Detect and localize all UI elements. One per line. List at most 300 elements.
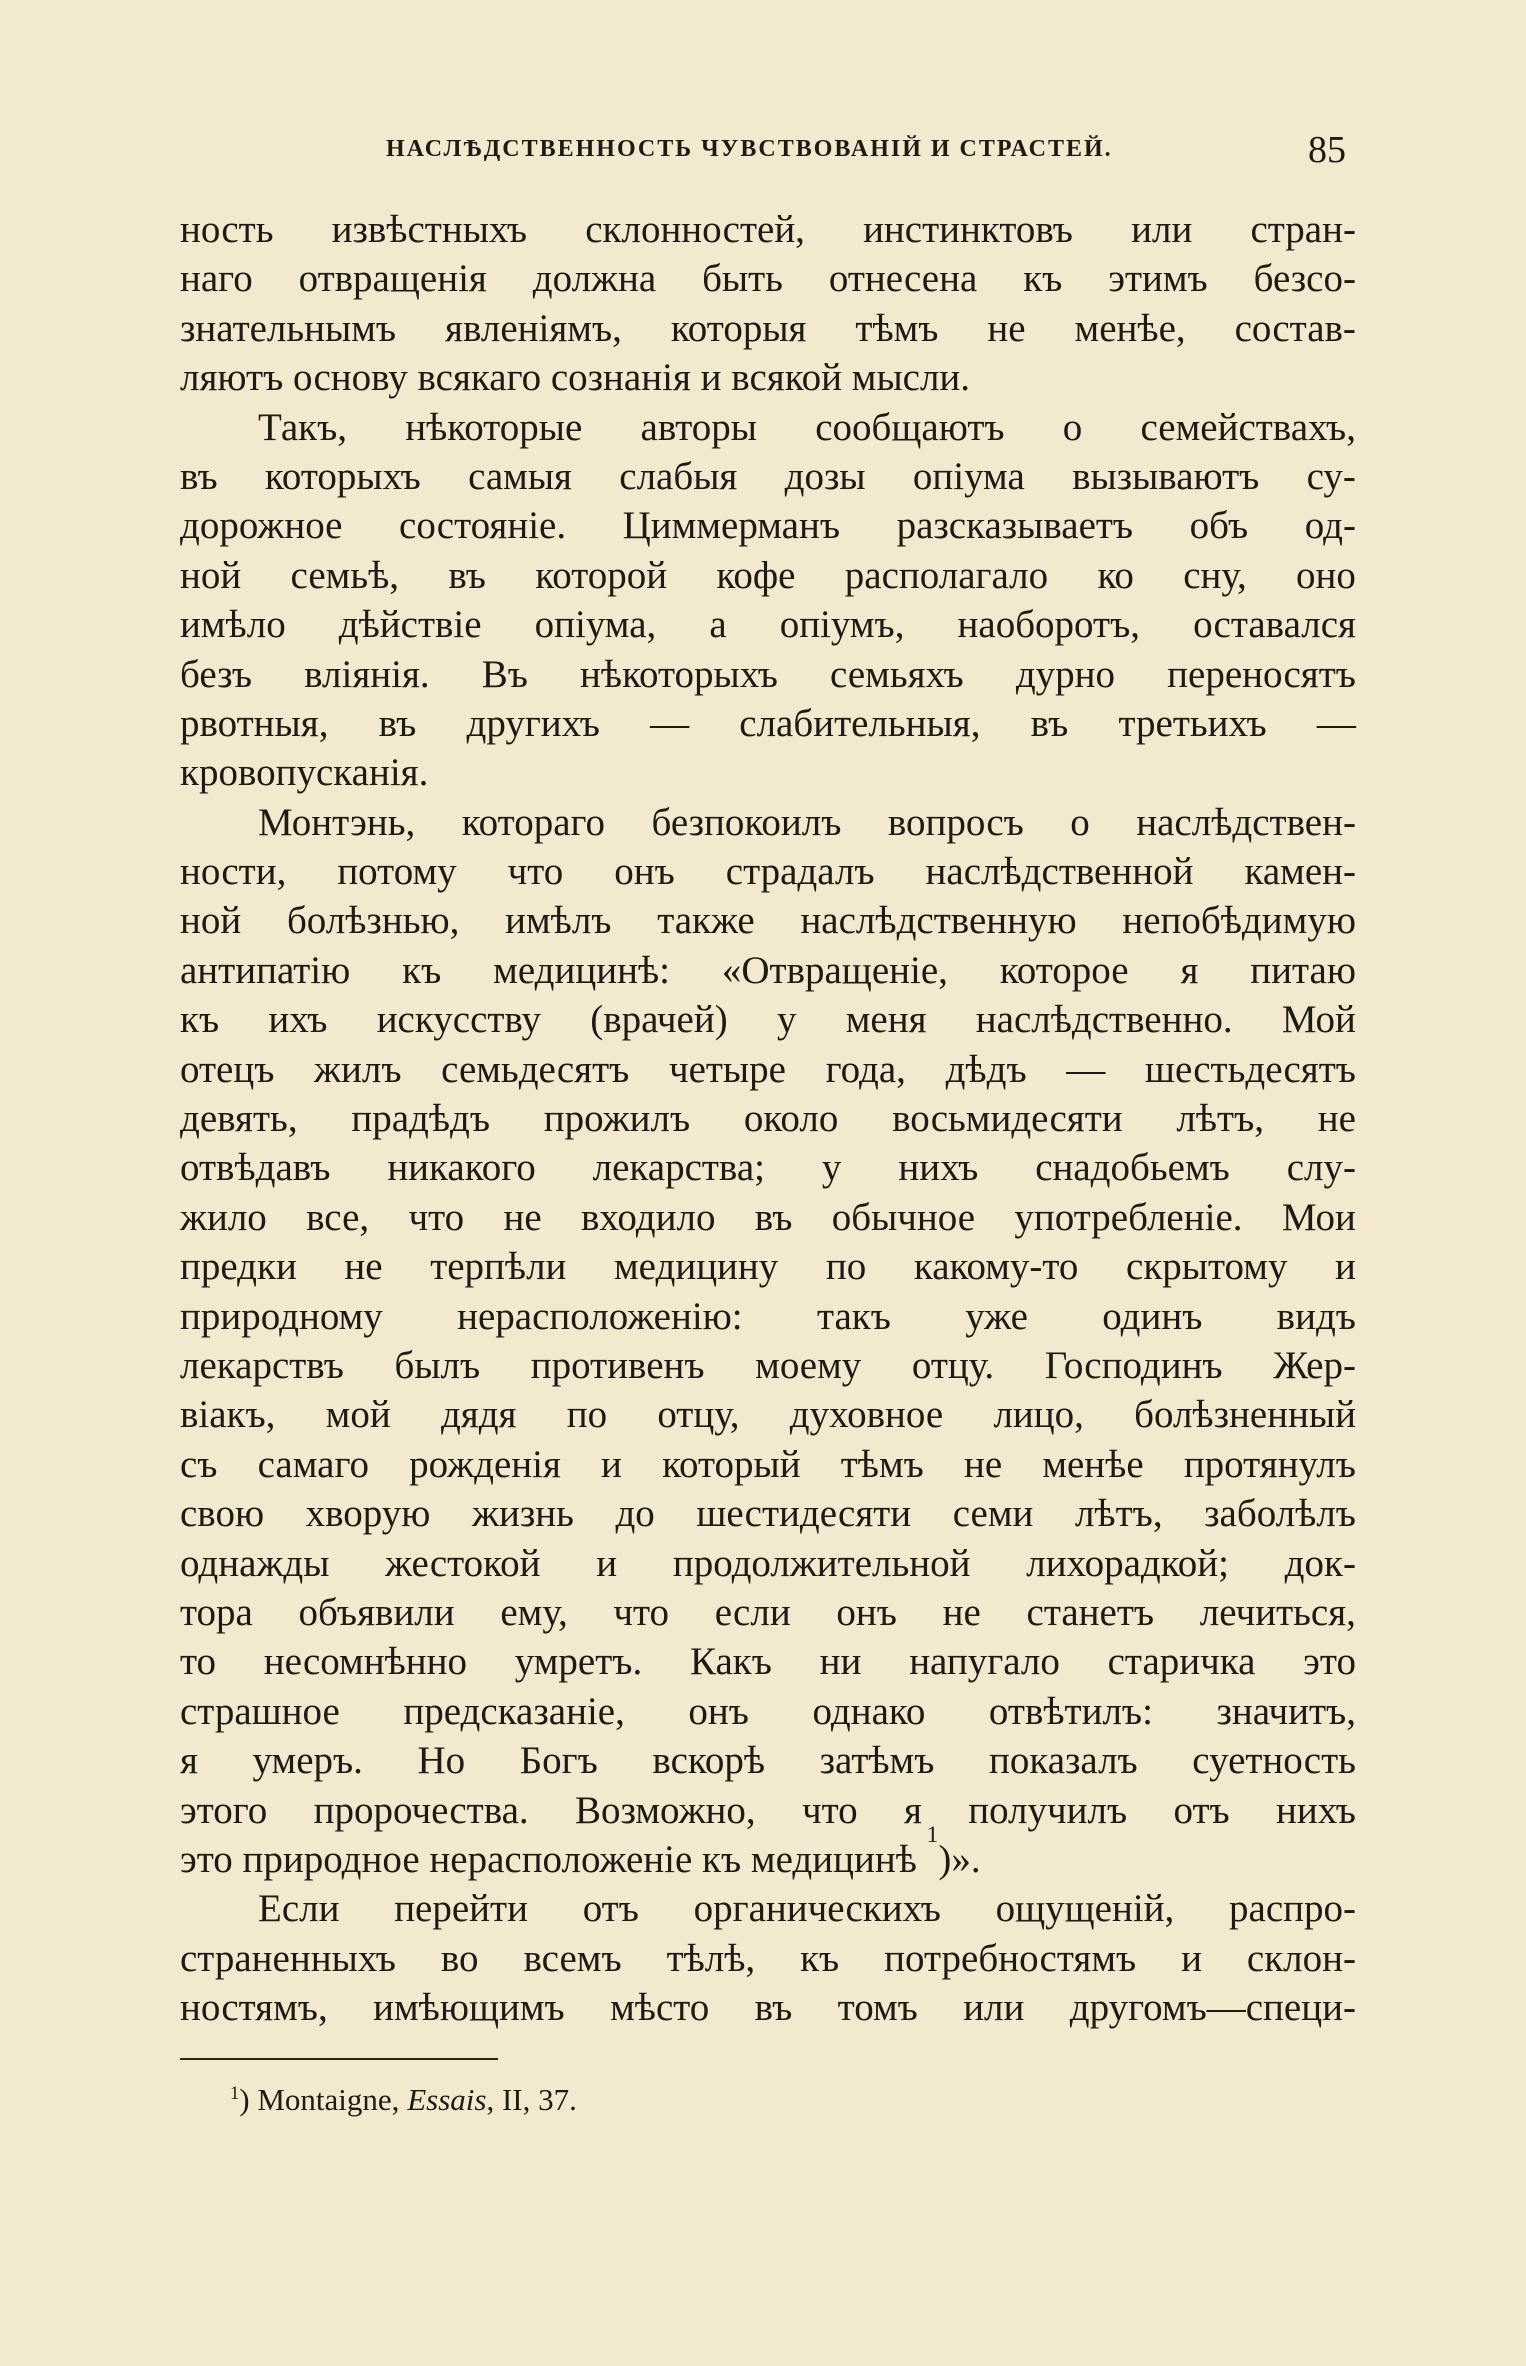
word: сообщаютъ	[815, 405, 1005, 449]
word: отцу,	[657, 1393, 740, 1437]
text-line	[180, 798, 1356, 847]
word: медицину	[614, 1245, 779, 1289]
text-line	[180, 1045, 1356, 1094]
word: значитъ,	[1216, 1689, 1356, 1733]
word: умеръ.	[252, 1739, 363, 1783]
line-text: это природное нерасположеніе къ медицинѣ	[180, 1837, 917, 1881]
text-line	[180, 501, 1356, 550]
word: ихъ	[268, 998, 328, 1042]
text-line	[180, 1390, 1356, 1439]
word: док-	[1284, 1541, 1356, 1585]
word: не	[942, 1590, 981, 1634]
word: а	[709, 603, 727, 647]
word: наго	[180, 257, 253, 301]
text-line	[180, 847, 1356, 896]
word: нѣкоторые	[405, 405, 583, 449]
word: заболѣлъ	[1204, 1492, 1356, 1536]
word: слу-	[1286, 1146, 1356, 1190]
word: или	[963, 1986, 1025, 2030]
word: явленіямъ,	[445, 306, 622, 350]
word: потому	[337, 850, 457, 894]
text-line	[180, 896, 1356, 945]
word: такъ	[816, 1294, 891, 1338]
word: другомъ—специ-	[1069, 1986, 1356, 2030]
word: онъ	[688, 1689, 749, 1733]
word: Циммерманъ	[622, 504, 841, 548]
word: котораго	[461, 800, 606, 844]
word: знательнымъ	[180, 306, 397, 350]
line-text: кровопусканія.	[180, 751, 429, 795]
word: объявили	[298, 1590, 455, 1634]
word: самыя	[468, 454, 572, 498]
word: къ	[800, 1936, 840, 1980]
word: третьихъ	[1118, 701, 1267, 745]
word: извѣстныхъ	[331, 208, 528, 251]
word: жило	[180, 1195, 267, 1239]
word: кофе	[716, 553, 796, 597]
word: отъ	[582, 1887, 639, 1931]
word: наслѣдственно.	[975, 998, 1233, 1042]
word: не	[987, 306, 1026, 350]
page-number: 85	[1308, 129, 1346, 171]
word: жестокой	[385, 1541, 541, 1585]
word: —	[650, 701, 690, 745]
word: обычное	[831, 1195, 976, 1239]
footnote-title: Essais	[407, 2082, 487, 2117]
word: наслѣдственную	[800, 899, 1077, 943]
word: прадѣдъ	[351, 1097, 491, 1141]
word: инстинктовъ	[863, 208, 1073, 251]
word: о	[1062, 405, 1083, 449]
word: органическихъ	[693, 1887, 941, 1931]
text-line	[180, 1242, 1356, 1291]
word: безпокоилъ	[651, 800, 842, 844]
word: не	[344, 1245, 383, 1289]
text-line	[180, 353, 1356, 402]
text-line	[180, 1539, 1356, 1588]
word: входило	[580, 1195, 716, 1239]
word: я	[903, 1788, 922, 1832]
word: нѣкоторыхъ	[580, 652, 778, 696]
text-line	[180, 1588, 1356, 1637]
word: ной	[180, 553, 242, 597]
word: къ	[180, 998, 220, 1042]
word: ностямъ,	[180, 1986, 328, 2030]
word: тѣмъ	[840, 1442, 924, 1486]
word: распро-	[1229, 1887, 1356, 1931]
text-line	[180, 1934, 1356, 1983]
word: природному	[180, 1294, 383, 1338]
word: терпѣли	[430, 1245, 567, 1289]
word: жизнь	[472, 1492, 574, 1536]
word: мѣсто	[610, 1986, 710, 2030]
word: ощущеній,	[995, 1887, 1175, 1931]
word: вопросъ	[887, 800, 1024, 844]
word: должна	[532, 257, 657, 301]
word: оставался	[1193, 603, 1356, 647]
word: дорожное	[180, 504, 343, 548]
word: также	[657, 899, 755, 943]
word: онъ	[836, 1590, 897, 1634]
word: болѣзненный	[1134, 1393, 1356, 1437]
word: предсказаніе,	[403, 1689, 625, 1733]
word: стран-	[1250, 208, 1356, 251]
word: склон-	[1246, 1936, 1356, 1980]
word: непобѣдимую	[1122, 899, 1356, 943]
word: менѣе,	[1074, 306, 1186, 350]
word: склонностей,	[585, 208, 805, 251]
word: опіума	[912, 454, 1025, 498]
word: дѣдъ	[945, 1047, 1027, 1091]
word: имѣлъ	[505, 899, 612, 943]
word: о	[1070, 800, 1090, 844]
word: не	[963, 1442, 1003, 1486]
word: въ	[754, 1986, 793, 2030]
word: свою	[180, 1492, 265, 1536]
text-line	[180, 1143, 1356, 1192]
word: Если	[258, 1887, 340, 1931]
word: страшное	[180, 1689, 340, 1733]
word: слабыя	[619, 454, 738, 498]
word: показалъ	[988, 1739, 1138, 1783]
word: у	[821, 1146, 842, 1190]
word: віакъ,	[180, 1393, 276, 1437]
word: былъ	[394, 1343, 481, 1387]
word: получилъ	[968, 1788, 1128, 1832]
word: не	[503, 1195, 542, 1239]
word: —	[1066, 1047, 1106, 1091]
word: скрытому	[1126, 1245, 1288, 1289]
word: во	[440, 1936, 479, 1980]
word: слабительныя,	[739, 701, 981, 745]
word: станетъ	[1026, 1590, 1155, 1634]
word: по	[566, 1393, 608, 1437]
word: состояніе.	[399, 504, 567, 548]
text-line	[180, 1786, 1356, 1835]
word: отъ	[1173, 1788, 1230, 1832]
text-line	[180, 946, 1356, 995]
word: которое	[999, 948, 1129, 992]
word: умретъ.	[514, 1640, 643, 1684]
word: разсказываетъ	[896, 504, 1134, 548]
word: наслѣдственной	[925, 850, 1194, 894]
word: предки	[180, 1245, 297, 1289]
word: семи	[952, 1492, 1034, 1536]
word: опіумъ,	[779, 603, 905, 647]
word: имѣющимъ	[373, 1986, 565, 2030]
word: дѣйствіе	[338, 603, 482, 647]
word: вліянія.	[304, 652, 430, 696]
word: ни	[819, 1640, 862, 1684]
text-line	[180, 403, 1356, 452]
word: Возможно,	[575, 1788, 756, 1832]
word: Мой	[1281, 998, 1356, 1042]
word: что	[801, 1788, 858, 1832]
text-line	[180, 1687, 1356, 1736]
word: не	[1317, 1097, 1356, 1141]
word: затѣмъ	[819, 1739, 935, 1783]
word: однажды	[180, 1541, 330, 1585]
footnote-suffix: , II, 37.	[486, 2082, 577, 2117]
word: тѣлѣ,	[666, 1936, 756, 1980]
word: Но	[417, 1739, 466, 1783]
word: медицинѣ:	[493, 948, 670, 992]
word: около	[743, 1097, 839, 1141]
word: все,	[306, 1195, 370, 1239]
text-line	[180, 551, 1356, 600]
word: которыя	[670, 306, 807, 350]
word: или	[1131, 208, 1193, 251]
text-line	[180, 1736, 1356, 1785]
word: страдалъ	[725, 850, 875, 894]
word: четыре	[668, 1047, 786, 1091]
word: въ	[180, 454, 218, 498]
word: потребностямъ	[884, 1936, 1137, 1980]
text-line	[180, 650, 1356, 699]
word: никакого	[387, 1146, 536, 1190]
word: въ	[448, 553, 486, 597]
word: и	[1181, 1936, 1202, 1980]
text-line	[180, 1193, 1356, 1242]
word: —	[1316, 701, 1356, 745]
text-line	[180, 748, 1356, 797]
word: вскорѣ	[652, 1739, 766, 1783]
word: старичка	[1107, 1640, 1256, 1684]
word: наслѣдствен-	[1136, 800, 1356, 844]
footnote-marker: 1	[230, 2082, 240, 2104]
word: перейти	[394, 1887, 528, 1931]
word: пророчества.	[313, 1788, 529, 1832]
word: я	[1180, 948, 1199, 992]
word: суетность	[1192, 1739, 1356, 1783]
word: безсо-	[1253, 257, 1356, 301]
word: лицо,	[993, 1393, 1084, 1437]
word: Жер-	[1273, 1343, 1356, 1387]
text-line	[180, 254, 1356, 303]
word: страненныхъ	[180, 1936, 396, 1980]
word: лѣтъ,	[1176, 1097, 1264, 1141]
word: жилъ	[314, 1047, 402, 1091]
word: (врачей)	[590, 998, 728, 1042]
word: которыхъ	[264, 454, 421, 498]
word: всемъ	[523, 1936, 622, 1980]
line-text: ляютъ основу всякаго сознанія и всякой мысли.	[180, 356, 971, 400]
text-line	[180, 1983, 1356, 2032]
word: онъ	[614, 850, 675, 894]
word: отвѣтилъ:	[988, 1689, 1153, 1733]
word: искусству	[376, 998, 542, 1042]
running-head	[386, 128, 1346, 188]
word: что	[408, 1195, 465, 1239]
word: состав-	[1234, 306, 1356, 350]
word: отвѣдавъ	[180, 1146, 331, 1190]
text-line	[180, 1341, 1356, 1390]
word: ко	[1097, 553, 1134, 597]
word: лечиться,	[1199, 1590, 1356, 1634]
word: что	[613, 1590, 670, 1634]
word: быть	[702, 257, 783, 301]
word: въ	[754, 1195, 793, 1239]
word: этимъ	[1108, 257, 1208, 301]
word: однако	[812, 1689, 926, 1733]
word: вызываютъ	[1072, 454, 1260, 498]
word: видъ	[1276, 1294, 1356, 1338]
word: и	[601, 1442, 622, 1486]
word: ему,	[500, 1590, 568, 1634]
word: употребленіе.	[1014, 1195, 1243, 1239]
word: имѣло	[180, 603, 286, 647]
word: нихъ	[1275, 1788, 1356, 1832]
word: лихорадкой;	[1026, 1541, 1229, 1585]
word: протянулъ	[1183, 1442, 1356, 1486]
word: другихъ	[466, 701, 600, 745]
word: я	[180, 1739, 198, 1783]
text-line	[180, 1637, 1356, 1686]
word: отецъ	[180, 1047, 275, 1091]
word: Мои	[1281, 1195, 1356, 1239]
word: которой	[535, 553, 668, 597]
word: самаго	[257, 1442, 369, 1486]
word: рвотныя,	[180, 701, 329, 745]
word: наоборотъ,	[957, 603, 1141, 647]
word: располагало	[844, 553, 1049, 597]
word: питаю	[1250, 948, 1356, 992]
word: противенъ	[530, 1343, 705, 1387]
word: восьмидесяти	[892, 1097, 1123, 1141]
word: отвращенія	[298, 257, 487, 301]
word: въ	[1030, 701, 1069, 745]
word: какому-то	[913, 1245, 1079, 1289]
word: къ	[402, 948, 442, 992]
word: отцу.	[911, 1343, 995, 1387]
word: безъ	[180, 652, 253, 696]
word: это	[1303, 1640, 1356, 1684]
word: дурно	[1015, 652, 1116, 696]
word: тора	[180, 1590, 253, 1634]
word: лекарства;	[592, 1146, 765, 1190]
footnote-divider	[180, 2058, 498, 2060]
running-title: НАСЛѢДСТВЕННОСТЬ ЧУВСТВОВАНІЙ И СТРАСТЕЙ.	[386, 136, 1113, 162]
word: дядя	[440, 1393, 517, 1437]
word: тѣмъ	[855, 306, 939, 350]
text-line	[180, 452, 1356, 501]
text-line	[180, 1292, 1356, 1341]
word: девять,	[180, 1097, 298, 1141]
word: од-	[1304, 504, 1356, 548]
text-line	[180, 699, 1356, 748]
word: Господинъ	[1044, 1343, 1223, 1387]
word: болѣзнью,	[286, 899, 460, 943]
word: менѣе	[1042, 1442, 1144, 1486]
word: Богъ	[519, 1739, 598, 1783]
word: въ	[378, 701, 417, 745]
word: прожилъ	[543, 1097, 691, 1141]
word: напугало	[909, 1640, 1060, 1684]
text-line	[180, 205, 1356, 254]
word: су-	[1306, 454, 1356, 498]
word: одинъ	[1102, 1294, 1203, 1338]
word: сну,	[1183, 553, 1247, 597]
word: уже	[965, 1294, 1028, 1338]
word: «Отвращеніе,	[721, 948, 948, 992]
word: шестидесяти	[696, 1492, 912, 1536]
word: камен-	[1244, 850, 1356, 894]
text-line	[180, 1440, 1356, 1489]
text-line	[180, 1094, 1356, 1143]
word: ности,	[180, 850, 287, 894]
word: ность	[180, 208, 274, 251]
body-text	[180, 205, 1356, 2032]
word: по	[825, 1245, 867, 1289]
word: который	[662, 1442, 801, 1486]
word: томъ	[837, 1986, 918, 2030]
word: и	[596, 1541, 618, 1585]
word: мой	[325, 1393, 391, 1437]
word: отнесена	[828, 257, 978, 301]
word: переносятъ	[1167, 652, 1356, 696]
word: этого	[180, 1788, 268, 1832]
word: несомнѣнно	[263, 1640, 467, 1684]
text-line	[180, 600, 1356, 649]
word: семьѣ,	[290, 553, 400, 597]
word: рожденія	[409, 1442, 561, 1486]
word: до	[615, 1492, 655, 1536]
word: семьдесятъ	[441, 1047, 630, 1091]
line-tail: )».	[938, 1837, 981, 1881]
word: къ	[1023, 257, 1063, 301]
word: семействахъ,	[1140, 405, 1356, 449]
word: если	[714, 1590, 791, 1634]
word: духовное	[789, 1393, 944, 1437]
footnote-prefix: ) Montaigne,	[239, 2082, 408, 2117]
text-line	[180, 1489, 1356, 1538]
word: авторы	[640, 405, 758, 449]
word: объ	[1189, 504, 1249, 548]
word: то	[180, 1640, 217, 1684]
text-line	[180, 1821, 1356, 1884]
word: Въ	[481, 652, 528, 696]
word: что	[507, 850, 564, 894]
word: ной	[180, 899, 242, 943]
footnote	[230, 2082, 577, 2118]
word: и	[1335, 1245, 1356, 1289]
word: снадобьемъ	[1035, 1146, 1230, 1190]
word: семьяхъ	[830, 652, 964, 696]
word: продолжительной	[672, 1541, 971, 1585]
word: оно	[1296, 553, 1356, 597]
word: моему	[755, 1343, 862, 1387]
text-line	[180, 304, 1356, 353]
word: нерасположенію:	[457, 1294, 743, 1338]
word: шестьдесятъ	[1144, 1047, 1356, 1091]
word: лекарствъ	[180, 1343, 344, 1387]
word: съ	[180, 1442, 218, 1486]
text-line	[180, 1884, 1356, 1933]
word: нихъ	[898, 1146, 979, 1190]
word: Какъ	[689, 1640, 772, 1684]
word: Монтэнь,	[258, 800, 416, 844]
word: у	[776, 998, 797, 1042]
word: лѣтъ,	[1074, 1492, 1163, 1536]
word: антипатію	[180, 948, 351, 992]
word: меня	[845, 998, 927, 1042]
footnote-reference: 1	[926, 1821, 939, 1848]
word: опіума,	[534, 603, 657, 647]
word: года,	[825, 1047, 906, 1091]
word: хворую	[305, 1492, 431, 1536]
word: дозы	[784, 454, 866, 498]
word: Такъ,	[258, 405, 348, 449]
